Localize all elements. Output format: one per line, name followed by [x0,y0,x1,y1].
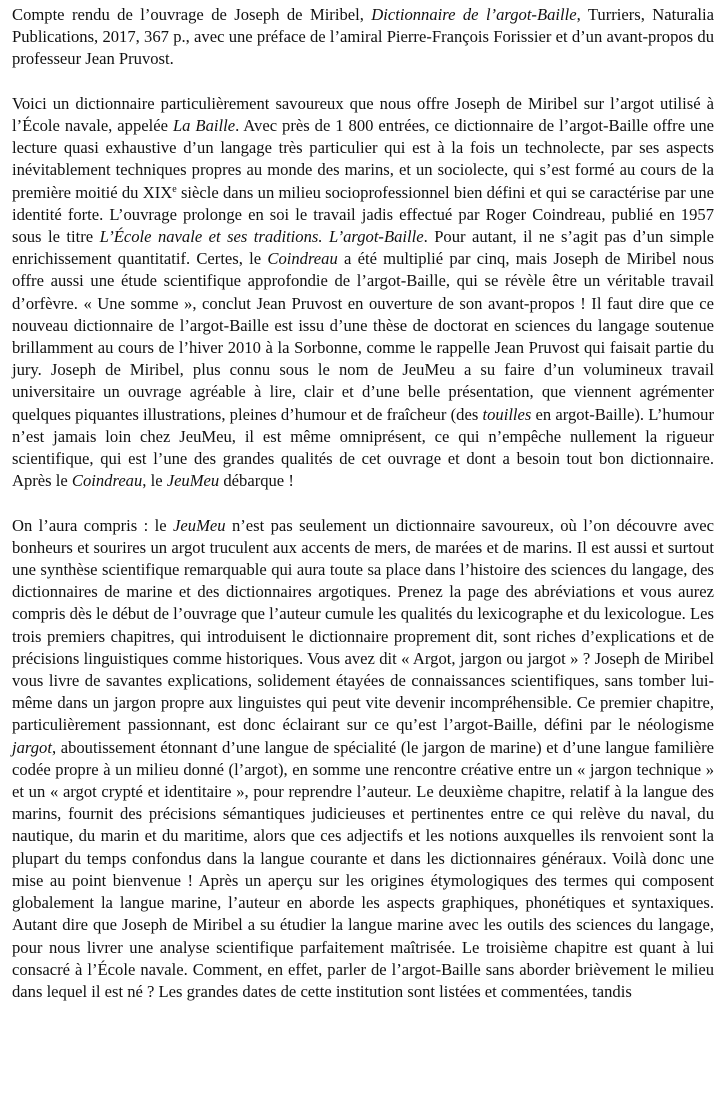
text-run: n’est pas seulement un dictionnaire savoureux, où l’on découvre avec bonheurs et sourires un argot truculent aux accents de mers, de marées et de marins. Il est aussi et surtout une synthèse scientifique remarquable qui aura toute sa place dans l’histoire des sciences du langage, des dictionnaires de marine et des dictionnaires argotiques. Prenez la page des abréviations et vous aurez compris dès le début de l’ouvrage que l’auteur cumule les qualités du lexicographe et du lexicologue. Les trois premiers chapitres, qui introduisent le dictionnaire proprement dit, sont riches d’explications et de précisions linguistiques comme historiques. Vous avez dit « Argot, jargon ou jargot » ? Joseph de Miribel vous livre de savantes explications, solidement étayées de connaissances scientifiques, sans tomber lui-même dans un jargon propre aux linguistes qui peut vite devenir incompréhensible. Ce premier chapitre, particulièrement passionnant, est donc éclairant sur ce qu’est l’argot-Baille, défini par le néologisme [12,515,714,735]
italic-text: JeuMeu [173,515,226,535]
italic-text: jargot [12,737,52,757]
text-run: On l’aura compris : le [12,515,174,535]
text-run: Compte rendu de l’ouvrage de Joseph de Miribel, [12,5,372,24]
italic-text: Coindreau [267,249,338,269]
text-run: a été multiplié par cinq, mais Joseph de Miribel nous offre aussi une étude scientifique approfondie de l’argot-Baille, qui se révèle être un véritable travail d’orfèvre. « Une somme », conclut Jean Pruvost en ouverture de son avant-propos ! Il faut dire que ce nouveau dictionnaire de l’argot-Baille est issu d’une thèse de doctorat en sciences du langage soutenue brillamment au cours de l’hiver 2010 à la Sorbonne, comme le rappelle Jean Pruvost qui faisait partie du jury. Joseph de Miribel, plus connu sous le nom de JeuMeu a su faire d’un volumineux travail universitaire un ouvrage agréable à lire, clair et d’une belle présentation, que viennent agrémenter quelques piquantes illustrations, pleines d’humour et de fraîcheur (des [12,249,714,424]
text-run: débarque ! [219,471,294,491]
italic-text: Dictionnaire de l’argot-Baille [371,5,577,24]
text-run: en argot-Baille). L’humour n’est jamais loin chez JeuMeu, il est même omniprésent, ce qui n’empêche nullement la rigueur scientifique, qui est l’une des grandes qualités de cet ouvrage et dont a besoin tout bon dictionnaire. Après le [12,404,715,491]
italic-text: L’École navale et ses traditions. L’argot-Baille [99,227,424,247]
text-run: , aboutissement étonnant d’une langue de spécialité (le jargon de marine) et d’une langue familière codée propre à un milieu donné (l’argot), en somme une rencontre créative entre un « jargon technique » et un « argot crypté et identitaire », pour reprendre l’auteur. Le deuxième chapitre, relatif à la langue des marins, fournit des précisions sémantiques judicieuses et pertinentes entre ce qui relève du naval, du nautique, du marin et du maritime, alors que ces adjectifs et les notions auxquelles ils renvoient sont la plupart du temps confondus dans la langue courante et dans les dictionnaires généraux. Voilà donc une mise au point bienvenue ! Après un aperçu sur les origines étymologiques des termes qui composent globalement la langue marine, l’auteur en aborde les aspects graphiques, phonétiques et syntaxiques. Autant dire que Joseph de Miribel a su étudier la langue marine avec les outils des sciences du langage, pour nous livrer une analyse scientifique parfaitement maîtrisée. Le troisième chapitre est quant à lui consacré à l’École navale. Comment, en effet, parler de l’argot-Baille sans aborder brièvement le milieu dans lequel il est né ? Les grandes dates de cette institution sont listées et commentées, tandis [12,737,714,1001]
text-run: Voici un dictionnaire particulièrement savoureux que nous offre Joseph de Miribel sur l’argot utilisé à l’École navale, appelée [12,93,714,135]
italic-text: Coindreau [71,471,143,491]
italic-text: JeuMeu [166,471,220,491]
superscript-text: e [172,183,177,195]
text-run: , Turriers, Naturalia Publications, 2017, 367 p., avec une préface de l’amiral Pierre-François Forissier et d’un avant-propos du professeur Jean Pruvost. [12,5,715,69]
paragraph-citation [12,4,714,71]
italic-text: touilles [482,404,532,424]
paragraph-analysis [12,515,714,1003]
paragraph-intro [12,93,714,493]
text-run: . Avec près de 1 800 entrées, ce dictionnaire de l’argot-Baille offre une lecture quasi exhaustive d’un langage très particulier qui est à la fois un technolecte, par ses aspects inévitablement techniques propres au monde des marins, et un sociolecte, qui s’est formé au cours de la première moitié du XIX [12,116,714,202]
text-run: , le [142,471,167,491]
text-run: siècle dans un milieu socioprofessionnel bien défini et qui se caractérise par une identité forte. L’ouvrage prolonge en soi le travail jadis effectué par Roger Coindreau, publié en 1957 sous le titre [12,182,714,247]
italic-text: La Baille [172,116,236,135]
text-run: . Pour autant, il ne s’agit pas d’un simple enrichissement quantitatif. Certes, le [12,227,714,269]
